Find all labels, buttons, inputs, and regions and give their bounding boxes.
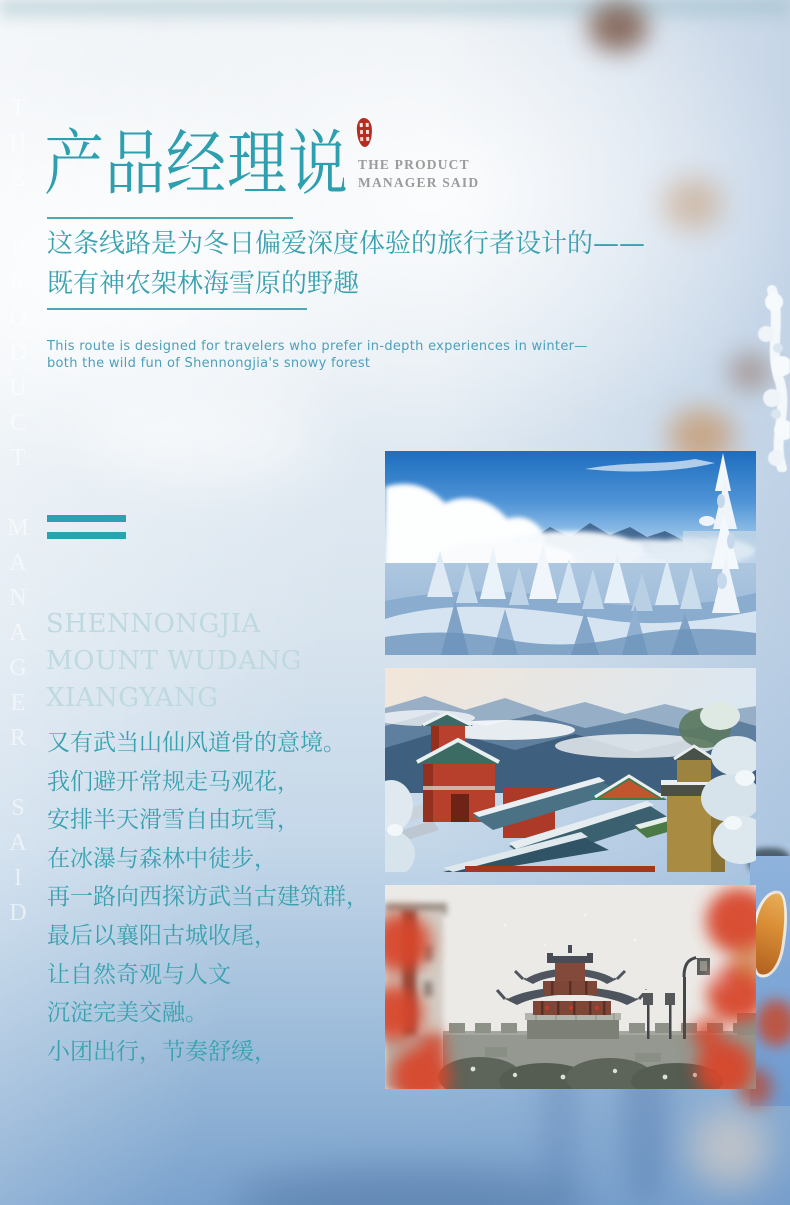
destinations-heading bbox=[46, 606, 302, 717]
shennongjia-snowy-forest-photo bbox=[385, 451, 756, 655]
brown-leaf-bokeh-decoration bbox=[588, 2, 648, 52]
accent-bar-bottom bbox=[47, 532, 126, 539]
vertical-watermark-text: THE PRODUCT MANAGER SAID bbox=[5, 95, 31, 935]
seal-characters bbox=[360, 123, 363, 127]
intro-english-line1: This route is designed for travelers who prefer in-depth experiences in winter— bbox=[47, 339, 588, 354]
destinations-heading-line2: MOUNT WUDANG bbox=[46, 646, 302, 676]
wudang-photo-scene bbox=[385, 668, 756, 872]
body-line: 在冰瀑与森林中徒步， bbox=[47, 845, 277, 872]
page-title: 产品经理说 bbox=[44, 123, 349, 206]
intro-english-line2: both the wild fun of Shennongjia's snowy forest bbox=[47, 356, 371, 371]
title-underline bbox=[47, 217, 293, 219]
destinations-heading-line1: SHENNONGJIA bbox=[46, 609, 261, 639]
destinations-body-text bbox=[47, 724, 369, 1071]
orange-leaf-bokeh-decoration bbox=[664, 178, 722, 230]
body-line: 让自然奇观与人文 bbox=[47, 961, 231, 988]
accent-bar-top bbox=[47, 515, 126, 522]
seal-stamp-icon bbox=[356, 118, 372, 148]
intro-line2: 既有神农架林海雪原的野趣 bbox=[47, 269, 360, 299]
destinations-heading-line3: XIANGYANG bbox=[46, 683, 219, 713]
english-subtitle-line2: MANAGER SAID bbox=[358, 175, 480, 190]
red-berry-bokeh-decoration bbox=[756, 1000, 790, 1046]
intro-paragraph bbox=[47, 224, 645, 304]
body-line: 又有武当山仙风道骨的意境。 bbox=[47, 730, 346, 756]
wudang-mountain-temple-photo bbox=[385, 668, 756, 872]
body-line: 再一路向西探访武当古建筑群， bbox=[47, 884, 369, 911]
body-line: 最后以襄阳古城收尾， bbox=[47, 922, 277, 949]
body-line: 小团出行，节奏舒缓， bbox=[47, 1038, 277, 1065]
frost-branch-decoration bbox=[728, 282, 790, 472]
body-line: 沉淀完美交融。 bbox=[47, 1000, 208, 1027]
bottom-branch-shadow-decoration bbox=[230, 1168, 590, 1205]
intro-underline bbox=[47, 308, 307, 310]
accent-bars bbox=[47, 515, 126, 549]
body-line: 安排半天滑雪自由玩雪， bbox=[47, 807, 300, 834]
english-subtitle-line1: THE PRODUCT bbox=[358, 157, 470, 172]
shennongjia-photo-scene bbox=[385, 451, 756, 655]
blurred-snow-branch-decoration bbox=[90, 392, 320, 482]
xiangyang-photo-scene bbox=[385, 885, 756, 1089]
top-frost-band-decoration bbox=[0, 0, 790, 26]
intro-line1: 这条线路是为冬日偏爱深度体验的旅行者设计的—— bbox=[47, 229, 646, 259]
body-line: 我们避开常规走马观花， bbox=[47, 768, 300, 795]
intro-english-caption bbox=[47, 338, 588, 372]
xiangyang-ancient-city-photo bbox=[385, 885, 756, 1089]
bottom-light-bokeh-decoration bbox=[690, 1108, 770, 1188]
english-subtitle bbox=[358, 156, 479, 192]
